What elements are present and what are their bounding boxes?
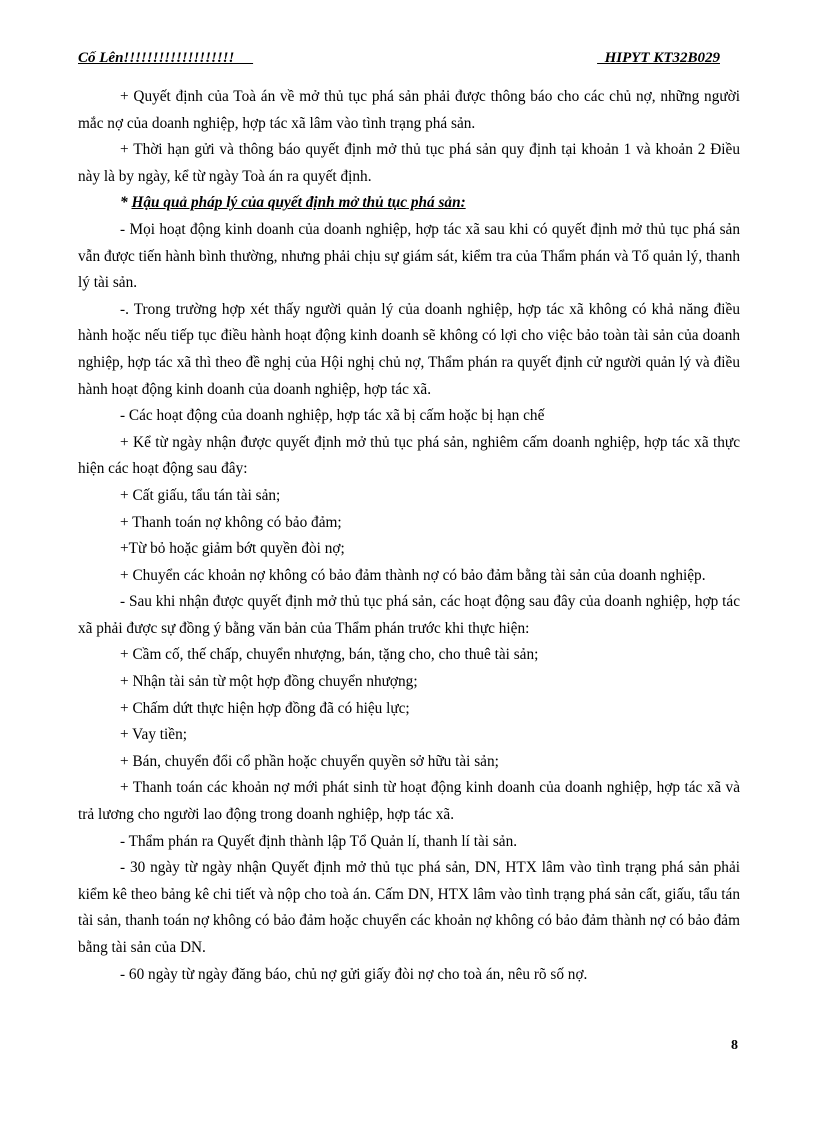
list-item: + Bán, chuyển đổi cổ phần hoặc chuyển quyền sở hữu tài sản; — [120, 752, 499, 770]
section-heading — [78, 190, 740, 217]
heading-text: Hậu quả pháp lý của quyết định mở thủ tục phá sản: — [131, 194, 466, 212]
list-item: + Thanh toán nợ không có bảo đảm; — [120, 513, 342, 531]
list-item: + Vay tiền; — [120, 726, 187, 744]
list-item: + Thanh toán các khoản nợ mới phát sinh từ hoạt động kinh doanh của doanh nghiệp, hợp tác xã và trả lương cho người lao động trong doanh nghiệp, hợp tác xã. — [78, 779, 740, 824]
paragraph: - 60 ngày từ ngày đăng báo, chủ nợ gửi giấy đòi nợ cho toà án, nêu rõ số nợ. — [120, 965, 588, 983]
page-header — [78, 50, 720, 72]
paragraph: + Quyết định của Toà án về mở thủ tục phá sản phải được thông báo cho các chủ nợ, những người mắc nợ của doanh nghiệp, hợp tác xã lâm vào tình trạng phá sản. — [78, 88, 740, 132]
header-left-text: Cố Lên!!!!!!!!!!!!!!!!!!! — [78, 50, 254, 66]
paragraph: - Mọi hoạt động kinh doanh của doanh nghiệp, hợp tác xã sau khi có quyết định mở thủ tục phá sản vẫn được tiến hành bình thường, nhưng phải chịu sự giám sát, kiểm tra của Thẩm phán và Tổ quản lý, thanh lý tài sản. — [78, 220, 740, 292]
list-item: + Cất giấu, tẩu tán tài sản; — [120, 486, 281, 504]
paragraph: + Thời hạn gửi và thông báo quyết định mở thủ tục phá sản quy định tại khoản 1 và khoản 2 Điều này là by ngày, kể từ ngày Toà án ra quyết định. — [78, 141, 740, 185]
paragraph: - Sau khi nhận được quyết định mở thủ tục phá sản, các hoạt động sau đây của doanh nghiệp, hợp tác xã phải được sự đồng ý bằng văn bản của Thẩm phán trước khi thực hiện: — [78, 593, 740, 637]
list-item: + Chuyển các khoản nợ không có bảo đảm thành nợ có bảo đảm bằng tài sản của doanh nghiệp. — [120, 566, 706, 584]
list-item: + Chấm dứt thực hiện hợp đồng đã có hiệu lực; — [120, 699, 410, 717]
paragraph: + Kể từ ngày nhận được quyết định mở thủ tục phá sản, nghiêm cấm doanh nghiệp, hợp tác xã thực hiện các hoạt động sau đây: — [78, 433, 740, 478]
heading-bullet: * — [120, 194, 132, 212]
page-number: 8 — [731, 1038, 738, 1053]
paragraph: -. Trong trường hợp xét thấy người quản lý của doanh nghiệp, hợp tác xã không có khả năng điều hành hoặc nếu tiếp tục điều hành hoạt động kinh doanh sẽ không có lợi cho việc bảo toàn tài sản của doanh nghiệp, hợp tác xã thì theo đề nghị của Hội nghị chủ nợ, Thẩm phán ra quyết định cử người quản lý và điều hành hoạt động kinh doanh của doanh nghiệp, hợp tác xã. — [78, 300, 740, 398]
list-item: +Từ bỏ hoặc giảm bớt quyền đòi nợ; — [120, 540, 345, 558]
paragraph: - 30 ngày từ ngày nhận Quyết định mở thủ tục phá sản, DN, HTX lâm vào tình trạng phá sản phải kiểm kê theo bảng kê chi tiết và nộp cho toà án. Cấm DN, HTX lâm vào tình trạng phá sản cất, giấu, tẩu tán tài sản, thanh toán nợ không có bảo đảm hoặc chuyển các khoản nợ không có bảo đảm thành nợ có bảo đảm bằng tài sản của DN. — [78, 859, 740, 956]
document-body — [78, 84, 740, 988]
paragraph: - Thẩm phán ra Quyết định thành lập Tổ Quản lí, thanh lí tài sản. — [120, 832, 518, 850]
list-item: + Cầm cố, thế chấp, chuyển nhượng, bán, tặng cho, cho thuê tài sản; — [120, 646, 539, 664]
header-right-text: HIPYT KT32B029 — [597, 50, 720, 66]
list-item: + Nhận tài sản từ một hợp đồng chuyển nhượng; — [120, 673, 418, 691]
paragraph: - Các hoạt động của doanh nghiệp, hợp tác xã bị cấm hoặc bị hạn chế — [120, 407, 545, 425]
